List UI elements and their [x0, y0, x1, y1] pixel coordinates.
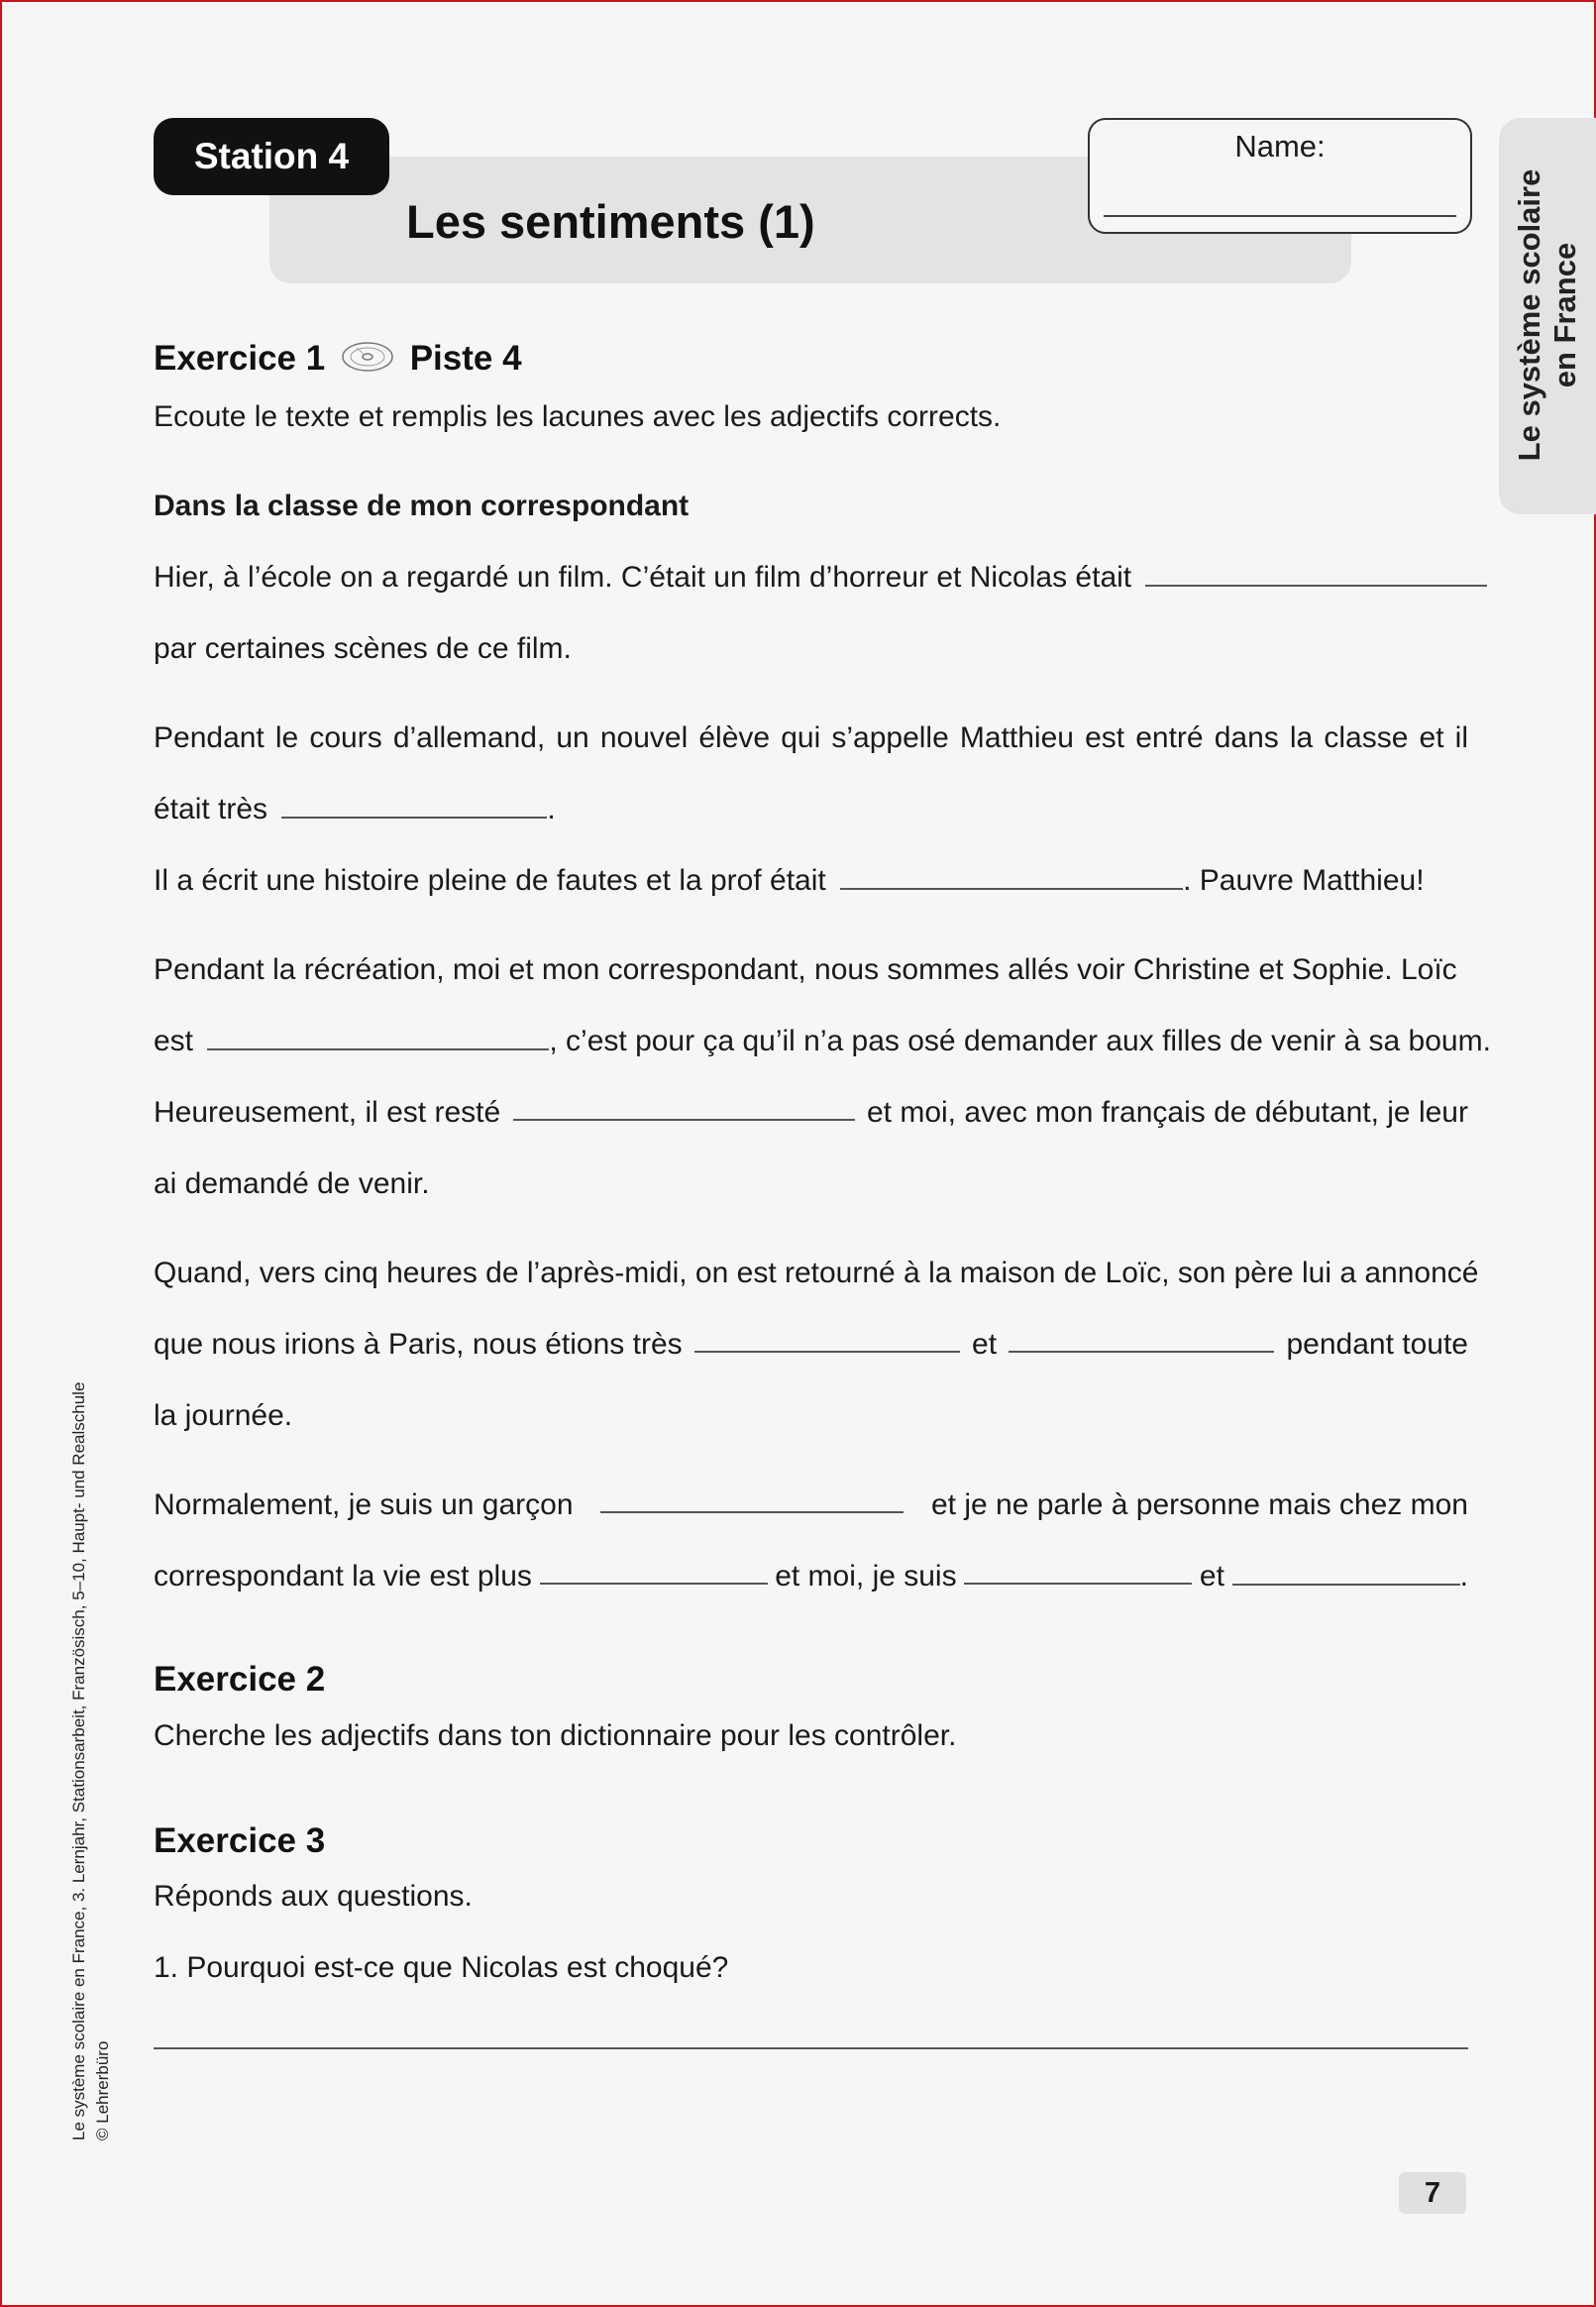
- text-segment: Hier, à l’école on a regardé un film. C’était un film d’horreur et Nicolas était: [154, 561, 1132, 594]
- text-word: Pendant: [154, 721, 265, 754]
- text-line: [154, 950, 1468, 990]
- text-word: et: [1419, 721, 1444, 754]
- exercise2-instruction: Cherche les adjectifs dans ton dictionnaire pour les contrôler.: [154, 1719, 957, 1752]
- footer-line1: Le système scolaire en France, 3. Lernjahr, Stationsarbeit, Französisch, 5–10, Haupt- und Realschule: [69, 1381, 88, 2141]
- text-segment: Normalement, je suis un garçon: [154, 1488, 574, 1521]
- exercise2-heading: Exercice 2: [154, 1660, 326, 1699]
- text-line: [154, 558, 1468, 598]
- text-segment: Pendant la récréation, moi et mon correspondant, nous sommes allés voir Christine et Sophie. Loïc: [154, 953, 1457, 986]
- text-segment: Heureusement, il est resté: [154, 1096, 501, 1129]
- text-segment: ai demandé de venir.: [154, 1167, 430, 1200]
- page-title: Les sentiments (1): [406, 195, 815, 248]
- text-word: la: [1289, 721, 1314, 754]
- station-label: Station 4: [154, 118, 389, 195]
- text-segment: , c’est pour ça qu’il n’a pas osé demander aux filles de venir à sa boum.: [549, 1025, 1491, 1057]
- exercise1-heading: [154, 339, 522, 383]
- text-line: [154, 1396, 1468, 1436]
- text-line-justified: [154, 718, 1468, 758]
- side-tab-text: [1512, 117, 1583, 513]
- text-word: élève: [698, 721, 771, 754]
- blank-field[interactable]: [964, 1557, 1192, 1585]
- text-word: un: [556, 721, 589, 754]
- text-segment: .: [547, 793, 556, 825]
- text-word: classe: [1324, 721, 1409, 754]
- text-word: est: [1085, 721, 1125, 754]
- exercise1-label: Exercice 1: [154, 339, 326, 378]
- exercise3-instruction: Réponds aux questions.: [154, 1880, 473, 1913]
- text-word: cours: [309, 721, 382, 754]
- text-segment: et: [972, 1328, 998, 1361]
- name-label: Name:: [1234, 129, 1326, 164]
- text-segment: . Pauvre Matthieu!: [1183, 864, 1425, 897]
- name-field[interactable]: [1088, 118, 1472, 234]
- text-segment: Il a écrit une histoire pleine de fautes et la prof était: [154, 864, 826, 897]
- blank-field[interactable]: [281, 791, 547, 819]
- side-tab-line2: en France: [1547, 242, 1582, 388]
- blank-field[interactable]: [513, 1093, 855, 1121]
- text-segment: par certaines scènes de ce film.: [154, 632, 572, 665]
- text-line: [154, 861, 1468, 901]
- blank-field[interactable]: [1009, 1325, 1274, 1353]
- blank-field[interactable]: [1232, 1558, 1460, 1586]
- text-segment: et: [1199, 1560, 1224, 1593]
- text-word: le: [274, 721, 299, 754]
- blank-field[interactable]: [207, 1023, 549, 1050]
- text-word: entré: [1135, 721, 1204, 754]
- question-1: 1. Pourquoi est-ce que Nicolas est choqué?: [154, 1951, 729, 1984]
- text-word: dans: [1214, 721, 1279, 754]
- text-line: [154, 1325, 1468, 1365]
- text-line: [154, 1093, 1468, 1133]
- text-segment: Quand, vers cinq heures de l’après-midi, on est retourné à la maison de Loïc, son père lui a annoncé: [154, 1257, 1479, 1289]
- text-word: s’appelle: [831, 721, 949, 754]
- text-word: Matthieu: [959, 721, 1074, 754]
- text-line: [154, 1022, 1491, 1061]
- text-segment: est: [154, 1025, 194, 1057]
- blank-field[interactable]: [694, 1325, 960, 1353]
- exercise3-heading: Exercice 3: [154, 1821, 326, 1860]
- text-line: [154, 629, 1468, 669]
- blank-field[interactable]: [600, 1485, 904, 1513]
- text-segment: que nous irions à Paris, nous étions très: [154, 1328, 683, 1361]
- text-segment: était très: [154, 793, 268, 825]
- text-word: d’allemand,: [392, 721, 546, 754]
- text-segment: correspondant la vie est plus: [154, 1560, 532, 1593]
- exercise1-instruction: Ecoute le texte et remplis les lacunes avec les adjectifs corrects.: [154, 400, 1002, 433]
- text-segment: la journée.: [154, 1399, 293, 1432]
- page-number: 7: [1399, 2172, 1466, 2214]
- blank-field[interactable]: [540, 1557, 768, 1585]
- text-title: Dans la classe de mon correspondant: [154, 490, 690, 522]
- side-tab-line1: Le système scolaire: [1512, 168, 1546, 462]
- footer-line2: © Lehrerbüro: [93, 2040, 112, 2141]
- text-segment: .: [1459, 1560, 1468, 1593]
- blank-field[interactable]: [1145, 559, 1487, 587]
- answer-line[interactable]: [154, 2047, 1468, 2049]
- text-segment: et moi, je suis: [775, 1560, 957, 1593]
- copyright-footer: [67, 1328, 115, 2141]
- blank-field[interactable]: [840, 862, 1183, 890]
- cd-icon: [341, 340, 394, 383]
- text-word: qui: [781, 721, 821, 754]
- text-line: [154, 1254, 1479, 1293]
- text-word: il: [1454, 721, 1468, 754]
- text-segment: et je ne parle à personne mais chez mon: [931, 1488, 1468, 1521]
- text-line: [154, 1557, 1468, 1596]
- text-line: [154, 790, 1468, 829]
- text-line: [154, 1164, 1468, 1204]
- text-segment: pendant toute: [1286, 1328, 1468, 1361]
- name-line: [1104, 215, 1456, 217]
- text-line: [154, 1485, 1468, 1525]
- exercise1-track: Piste 4: [409, 339, 522, 378]
- text-word: nouvel: [599, 721, 689, 754]
- text-segment: et moi, avec mon français de débutant, je leur: [866, 1096, 1468, 1129]
